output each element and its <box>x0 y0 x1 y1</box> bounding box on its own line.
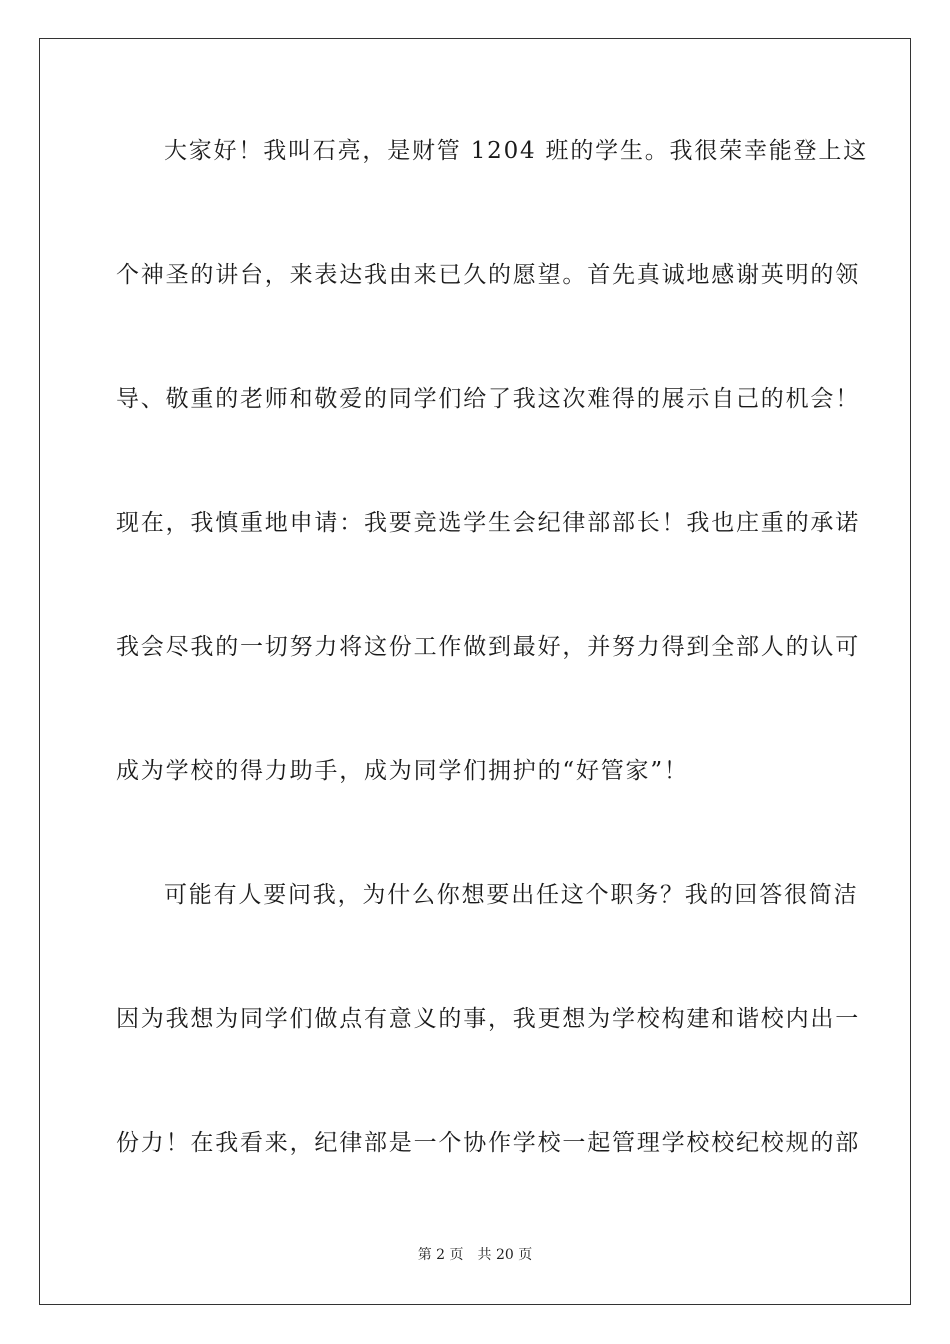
page-number: 第 2 页 <box>417 1247 464 1263</box>
total-pages: 共 20 页 <box>477 1247 533 1263</box>
page-border <box>39 38 911 1305</box>
paragraph-2-line-1: 可能有人要问我，为什么你想要出任这个职务？我的回答很简洁 <box>164 882 859 908</box>
paragraph-1-line-1: 大家好！我叫石亮，是财管 1204 班的学生。我很荣幸能登上这 <box>164 138 868 164</box>
paragraph-2-line-2: 因为我想为同学们做点有意义的事，我更想为学校构建和谐校内出一 <box>116 1006 860 1032</box>
paragraph-1-line-3: 导、敬重的老师和敬爱的同学们给了我这次难得的展示自己的机会！ <box>116 386 860 412</box>
paragraph-1-line-4: 现在，我慎重地申请：我要竞选学生会纪律部部长！我也庄重的承诺 <box>116 510 860 536</box>
paragraph-1-line-5: 我会尽我的一切努力将这份工作做到最好，并努力得到全部人的认可 <box>116 634 860 660</box>
paragraph-1-line-6: 成为学校的得力助手，成为同学们拥护的“好管家”！ <box>116 758 689 784</box>
paragraph-2-line-3: 份力！在我看来，纪律部是一个协作学校一起管理学校校纪校规的部 <box>116 1130 860 1156</box>
page-footer <box>0 1246 950 1264</box>
paragraph-1-line-2: 个神圣的讲台，来表达我由来已久的愿望。首先真诚地感谢英明的领 <box>116 262 860 288</box>
